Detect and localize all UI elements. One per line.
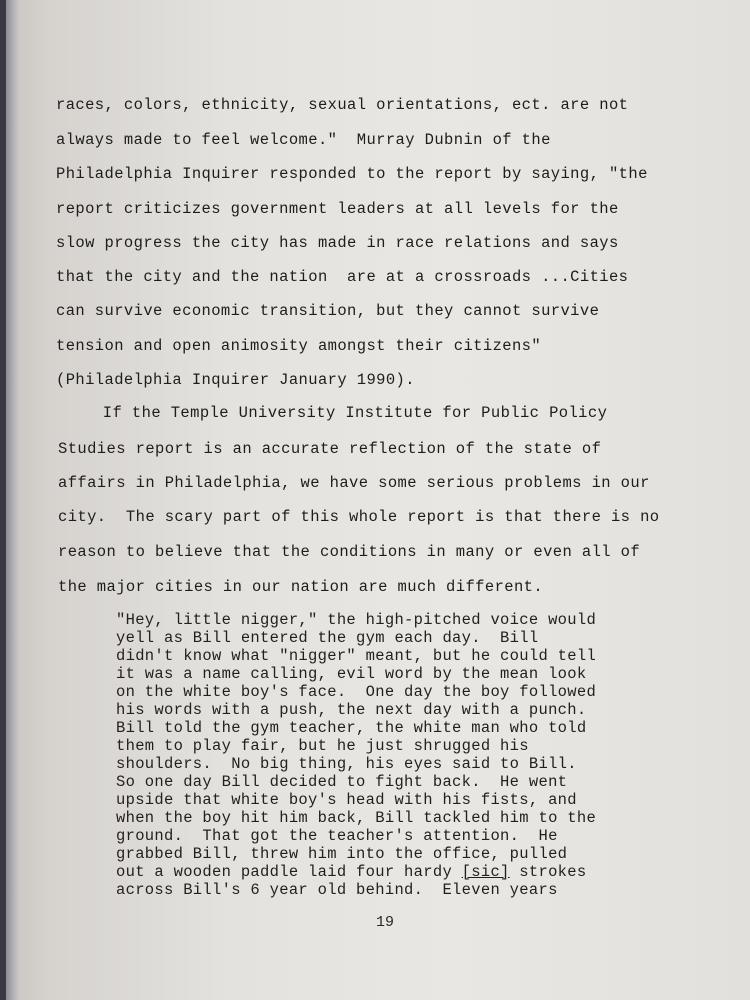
body-line: affairs in Philadelphia, we have some serious problems in our xyxy=(58,474,650,492)
book-spine-shadow xyxy=(6,0,20,1000)
body-line: slow progress the city has made in race relations and says xyxy=(56,234,619,252)
page-number: 19 xyxy=(376,914,395,931)
block-quote-line: shoulders. No big thing, his eyes said to Bill. xyxy=(116,755,577,773)
sic-annotation: [sic] xyxy=(461,863,510,881)
block-quote-line xyxy=(116,864,586,881)
block-quote-line: grabbed Bill, threw him into the office, pulled xyxy=(116,845,568,863)
body-line: races, colors, ethnicity, sexual orientations, ect. are not xyxy=(56,96,629,114)
block-quote-line: it was a name calling, evil word by the mean look xyxy=(116,665,587,683)
body-line: can survive economic transition, but they cannot survive xyxy=(56,302,600,320)
body-line: city. The scary part of this whole report is that there is no xyxy=(58,508,660,526)
block-quote-line: his words with a push, the next day with a punch. xyxy=(116,701,587,719)
block-quote-line: So one day Bill decided to fight back. He went xyxy=(116,773,568,791)
body-line: tension and open animosity amongst their citizens" xyxy=(56,337,542,355)
body-line: reason to believe that the conditions in many or even all of xyxy=(58,543,641,561)
block-quote-line: yell as Bill entered the gym each day. Bill xyxy=(116,629,539,647)
block-quote-line: Bill told the gym teacher, the white man who told xyxy=(116,719,587,737)
block-quote-line: didn't know what "nigger" meant, but he could tell xyxy=(116,647,597,665)
block-quote-line: on the white boy's face. One day the boy followed xyxy=(116,683,597,701)
block-quote-line: "Hey, little nigger," the high-pitched voice would xyxy=(116,611,597,629)
body-line: Philadelphia Inquirer responded to the report by saying, "the xyxy=(56,165,648,183)
body-line: always made to feel welcome." Murray Dubnin of the xyxy=(56,131,551,149)
body-line: (Philadelphia Inquirer January 1990). xyxy=(56,371,415,389)
body-line: report criticizes government leaders at all levels for the xyxy=(56,200,619,218)
block-quote-line: upside that white boy's head with his fists, and xyxy=(116,791,577,809)
block-quote-line: across Bill's 6 year old behind. Eleven years xyxy=(116,881,558,899)
document-page xyxy=(6,0,750,1000)
quote-text: strokes xyxy=(509,863,587,881)
body-line: the major cities in our nation are much different. xyxy=(58,578,544,596)
body-line: Studies report is an accurate reflection of the state of xyxy=(58,440,602,458)
block-quote-line: ground. That got the teacher's attention. He xyxy=(116,827,558,845)
quote-text: out a wooden paddle laid four hardy xyxy=(116,863,462,881)
block-quote-line: them to play fair, but he just shrugged his xyxy=(116,737,529,755)
block-quote-line: when the boy hit him back, Bill tackled him to the xyxy=(116,809,597,827)
body-line: If the Temple University Institute for Public Policy xyxy=(64,404,608,422)
body-line: that the city and the nation are at a crossroads ...Cities xyxy=(56,268,629,286)
